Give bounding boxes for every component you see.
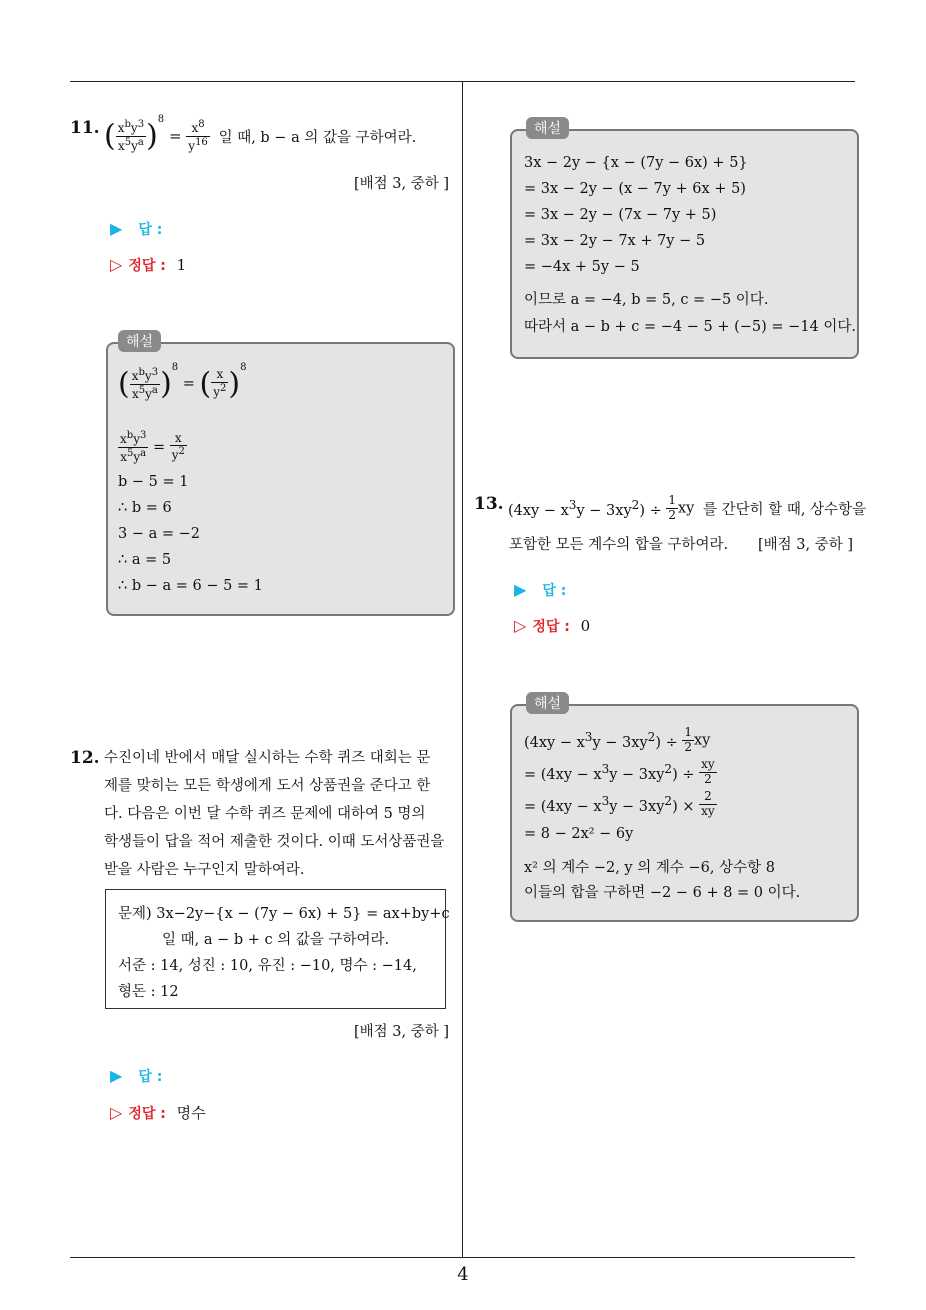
answer-label: 답 :	[542, 583, 567, 599]
question-12-text	[104, 744, 456, 884]
play-icon: ▶	[110, 219, 123, 238]
question-13-text: 를 간단히 할 때, 상수항을	[702, 501, 867, 518]
solution-12-line: = 3x − 2y − 7x + 7y − 5	[524, 233, 706, 249]
play-icon: ▶	[514, 580, 527, 599]
question-12-solution-box	[510, 121, 859, 359]
question-11-text: 일 때, b − a 의 값을 구하여라.	[218, 129, 417, 146]
question-12-line: 다. 다음은 이번 달 수학 퀴즈 문제에 대하여 5 명의	[104, 806, 426, 822]
question-13-number: 13.	[474, 494, 504, 514]
solution-13-line-6: 이들의 합을 구하면 −2 − 6 + 8 = 0 이다.	[524, 885, 801, 901]
question-11-answer-row	[110, 219, 162, 239]
solution-12-line: = 3x − 2y − (7x − 7y + 5)	[524, 207, 717, 223]
solution-12-line: = −4x + 5y − 5	[524, 259, 640, 275]
question-12-problem-box	[105, 889, 450, 1009]
column-divider	[462, 82, 463, 1257]
question-11-key-row	[110, 255, 186, 275]
solution-11-line-3: b − 5 = 1	[118, 474, 189, 490]
solution-11-line-6: ∴ a = 5	[118, 552, 172, 568]
key-value: 명수	[176, 1104, 206, 1122]
key-label: 정답 :	[128, 1106, 166, 1122]
question-13-text-2: 포함한 모든 계수의 합을 구하여라.	[509, 537, 729, 553]
problem-line: 일 때, a − b + c 의 값을 구하여라.	[162, 932, 390, 948]
question-12-number: 12.	[70, 748, 100, 768]
question-13-key-row	[514, 616, 590, 636]
page-number: 4	[457, 1264, 469, 1285]
play-icon: ▶	[110, 1066, 123, 1085]
solution-13-line-4: = 8 − 2x² − 6y	[524, 826, 634, 842]
triangle-outline-icon: ▷	[110, 255, 123, 274]
solution-12-line: 3x − 2y − {x − (7y − 6x) + 5}	[524, 155, 748, 171]
question-11-number: 11.	[70, 118, 100, 138]
triangle-outline-icon: ▷	[110, 1103, 123, 1122]
key-value: 0	[580, 617, 591, 635]
question-12-line: 받을 사람은 누구인지 말하여라.	[104, 862, 305, 878]
solution-11-line-7: ∴ b − a = 6 − 5 = 1	[118, 578, 263, 594]
solution-tag: 해설	[526, 117, 569, 139]
question-12-meta: [배점 3, 중하 ]	[354, 1024, 450, 1040]
question-13-meta: [배점 3, 중하 ]	[758, 537, 854, 553]
triangle-outline-icon: ▷	[514, 616, 527, 635]
solution-13-line-2: = $(4xy - x^3y - 3xy^2)$ ÷ $\frac{xy}{2}$	[524, 757, 715, 786]
solution-13-line-1: $(4xy - x^3y - 3xy^2)$ ÷ $\frac{1}{2}$ xy	[524, 725, 711, 754]
question-11-meta: [배점 3, 중하 ]	[354, 176, 450, 192]
key-label: 정답 :	[128, 258, 166, 274]
solution-12-line: 따라서 a − b + c = −4 − 5 + (−5) = −14 이다.	[524, 319, 857, 335]
question-12-line: 제를 맞히는 모든 학생에게 도서 상품권을 준다고 한	[104, 778, 431, 794]
solution-11-line-5: 3 − a = −2	[118, 526, 200, 542]
solution-13-line-5: x² 의 계수 −2, y 의 계수 −6, 상수항 8	[524, 860, 775, 876]
solution-13-line-3: = $(4xy - x^3y - 3xy^2)$ × $\frac{2}{xy}$	[524, 789, 715, 818]
question-11-solution-box	[106, 334, 455, 616]
problem-line: 서준 : 14, 성진 : 10, 유진 : −10, 명수 : −14,	[118, 958, 417, 974]
solution-11-line-2: $\frac{x^by^3}{x^5y^a}$ = $\frac{x}{y^2}$	[120, 430, 185, 464]
problem-line: 형돈 : 12	[118, 984, 179, 1000]
question-11-expression: ( $\frac{x^by^3}{x^5y^a}$ )$^8$ = $\frac{x^8}{y^{16}}$ 일 때, b − a 의 값을 구하여라.	[104, 114, 417, 154]
question-13-expression: $(4xy - x^3y - 3xy^2)$ ÷ $\frac{1}{2}$ xy 를 간단히 할 때, 상수항을	[508, 493, 867, 522]
answer-label: 답 :	[138, 1069, 163, 1085]
solution-12-line: = 3x − 2y − (x − 7y + 6x + 5)	[524, 181, 746, 197]
question-13-answer-row	[514, 580, 566, 600]
problem-line: 문제) 3x−2y−{x − (7y − 6x) + 5} = ax+by+c	[118, 906, 450, 922]
solution-tag: 해설	[118, 330, 161, 352]
question-13-solution-box	[510, 696, 859, 922]
solution-11-line-4: ∴ b = 6	[118, 500, 172, 516]
solution-11-line-1: ( $\frac{x^by^3}{x^5y^a}$ )$^8$ = ( $\frac{x}{y^2}$ )$^8$	[118, 362, 247, 402]
question-12-answer-row	[110, 1066, 162, 1086]
bottom-rule	[70, 1257, 855, 1258]
answer-label: 답 :	[138, 222, 163, 238]
key-value: 1	[176, 256, 187, 274]
question-12-key-row	[110, 1102, 206, 1123]
solution-12-line: 이므로 a = −4, b = 5, c = −5 이다.	[524, 292, 769, 308]
key-label: 정답 :	[532, 619, 570, 635]
question-12-line: 학생들이 답을 적어 제출한 것이다. 이때 도서상품권을	[104, 834, 445, 850]
solution-tag: 해설	[526, 692, 569, 714]
question-12-line: 수진이네 반에서 매달 실시하는 수학 퀴즈 대회는 문	[104, 750, 431, 766]
